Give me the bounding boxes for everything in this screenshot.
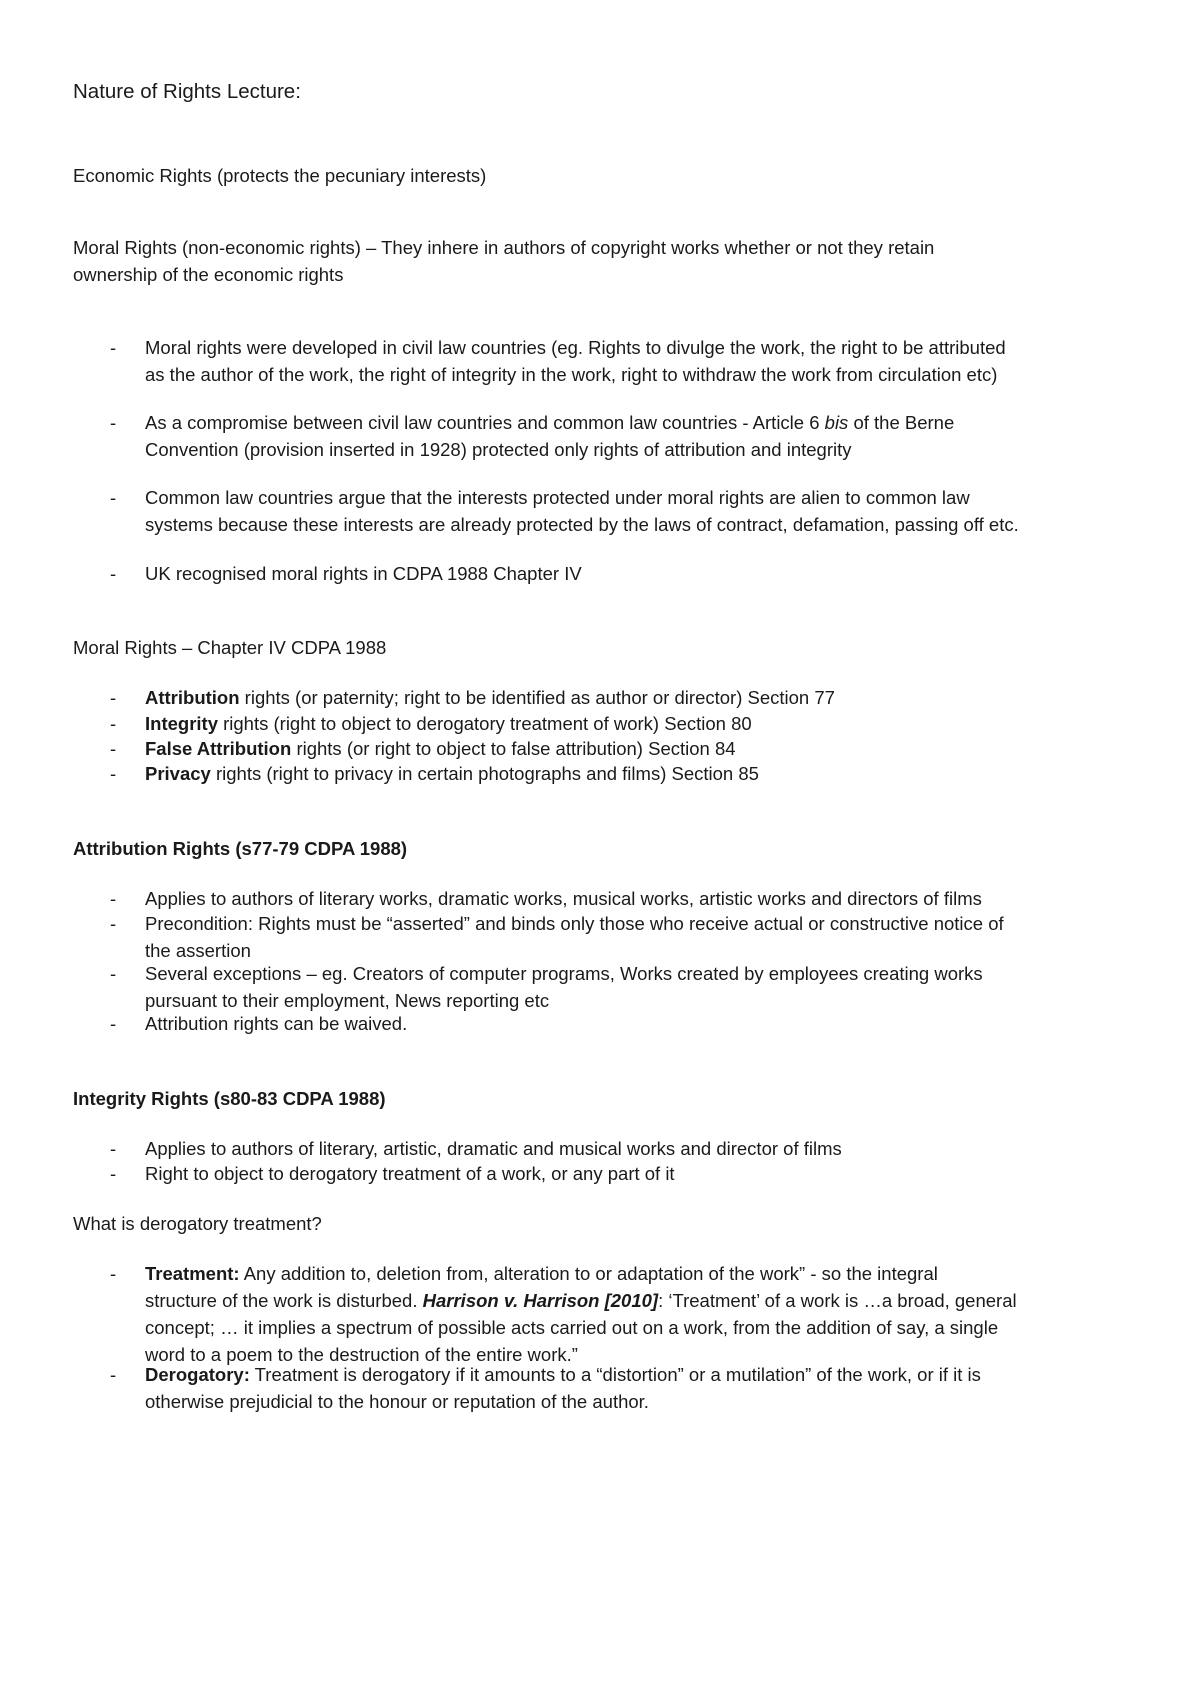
bold-term: Integrity — [145, 713, 218, 734]
list-item-line: Right to object to derogatory treatment of a work, or any part of it — [145, 1163, 675, 1184]
bullet-dash: - — [110, 738, 117, 759]
attribution-rights-heading: Attribution Rights (s77-79 CDPA 1988) — [73, 838, 408, 859]
list-item — [73, 1160, 1133, 1187]
list-item — [73, 560, 1133, 587]
bullet-dash: - — [110, 1163, 117, 1184]
list-item — [73, 960, 1133, 1014]
list-item-line: Several exceptions – eg. Creators of computer programs, Works created by employees creating works — [145, 963, 983, 984]
list-item-line: UK recognised moral rights in CDPA 1988 Chapter IV — [145, 563, 582, 584]
bullet-dash: - — [110, 1263, 117, 1284]
list-item — [73, 710, 1133, 737]
list-item-line — [145, 1361, 1133, 1388]
bullet-dash: - — [110, 913, 117, 934]
list-item — [73, 684, 1133, 711]
list-item — [73, 735, 1133, 762]
list-item-line: systems because these interests are already protected by the laws of contract, defamation, passing off etc. — [145, 514, 1019, 535]
bullet-dash: - — [110, 412, 117, 433]
bold-term: False Attribution — [145, 738, 292, 759]
economic-rights-line: Economic Rights (protects the pecuniary interests) — [73, 165, 487, 186]
list-item-line: otherwise prejudicial to the honour or reputation of the author. — [145, 1391, 649, 1412]
text-run: rights (or paternity; right to be identified as author or director) Section 77 — [244, 687, 835, 708]
bold-term: Treatment: — [145, 1263, 240, 1284]
list-item-line: as the author of the work, the right of integrity in the work, right to withdraw the work from circulation etc) — [145, 364, 998, 385]
list-item — [73, 1135, 1133, 1162]
bullet-dash: - — [110, 337, 117, 358]
moral-rights-intro-line-2: ownership of the economic rights — [73, 264, 344, 285]
list-item-line: Convention (provision inserted in 1928) protected only rights of attribution and integrity — [145, 439, 852, 460]
bullet-dash: - — [110, 1364, 117, 1385]
list-item-line: pursuant to their employment, News reporting etc — [145, 990, 550, 1011]
list-item — [73, 760, 1133, 787]
moral-rights-intro-line-1: Moral Rights (non-economic rights) – They inhere in authors of copyright works whether or not they retain — [73, 237, 935, 258]
bullet-dash: - — [110, 888, 117, 909]
text-run: As a compromise between civil law countries and common law countries - Article 6 — [145, 412, 820, 433]
list-item-line: Precondition: Rights must be “asserted” and binds only those who receive actual or constructive notice of — [145, 913, 1004, 934]
bold-term: Attribution — [145, 687, 240, 708]
list-item-line: Moral rights were developed in civil law countries (eg. Rights to divulge the work, the right to be attributed — [145, 337, 1006, 358]
list-item — [73, 910, 1133, 964]
list-item-line: Applies to authors of literary, artistic, dramatic and musical works and director of films — [145, 1138, 842, 1159]
list-item — [73, 885, 1133, 912]
list-item-line: Common law countries argue that the interests protected under moral rights are alien to common law — [145, 487, 970, 508]
list-item-line: Attribution rights can be waived. — [145, 1013, 408, 1034]
bullet-dash: - — [110, 713, 117, 734]
bullet-dash: - — [110, 687, 117, 708]
list-item-line: word to a poem to the destruction of the entire work.” — [145, 1344, 578, 1365]
chapter-iv-heading: Moral Rights – Chapter IV CDPA 1988 — [73, 637, 387, 658]
list-item-line: the assertion — [145, 940, 251, 961]
text-run: rights (right to object to derogatory treatment of work) Section 80 — [223, 713, 752, 734]
text-run: Any addition to, deletion from, alteration to or adaptation of the work” - so the integral — [243, 1263, 938, 1284]
list-item-line: concept; … it implies a spectrum of possible acts carried out on a work, from the addition of say, a single — [145, 1317, 999, 1338]
integrity-rights-heading: Integrity Rights (s80-83 CDPA 1988) — [73, 1088, 386, 1109]
list-item-line: Applies to authors of literary works, dramatic works, musical works, artistic works and directors of films — [145, 888, 982, 909]
moral-rights-intro — [73, 234, 1133, 288]
bullet-dash: - — [110, 487, 117, 508]
list-item-line — [145, 409, 1133, 436]
list-item — [73, 409, 1133, 463]
text-run: rights (or right to object to false attribution) Section 84 — [296, 738, 736, 759]
text-run: structure of the work is disturbed. — [145, 1290, 418, 1311]
list-item-line — [145, 1287, 1133, 1314]
bullet-dash: - — [110, 963, 117, 984]
italic-text: bis — [824, 412, 849, 433]
bullet-dash: - — [110, 1013, 117, 1034]
list-item — [73, 1260, 1133, 1368]
derogatory-question: What is derogatory treatment? — [73, 1213, 322, 1234]
bullet-dash: - — [110, 563, 117, 584]
text-run: Treatment is derogatory if it amounts to a “distortion” or a mutilation” of the work, or if it is — [254, 1364, 981, 1385]
list-item — [73, 1361, 1133, 1415]
list-item — [73, 1010, 1133, 1037]
bullet-dash: - — [110, 763, 117, 784]
list-item-line — [145, 1260, 1133, 1287]
document-title: Nature of Rights Lecture: — [73, 80, 301, 103]
text-run: rights (right to privacy in certain photographs and films) Section 85 — [215, 763, 759, 784]
text-run: : ‘Treatment’ of a work is …a broad, general — [658, 1290, 1017, 1311]
bold-term: Derogatory: — [145, 1364, 250, 1385]
text-run: of the Berne — [853, 412, 955, 433]
bold-term: Privacy — [145, 763, 211, 784]
list-item — [73, 334, 1133, 388]
list-item — [73, 484, 1133, 538]
case-citation: Harrison v. Harrison [2010] — [422, 1290, 659, 1311]
bullet-dash: - — [110, 1138, 117, 1159]
